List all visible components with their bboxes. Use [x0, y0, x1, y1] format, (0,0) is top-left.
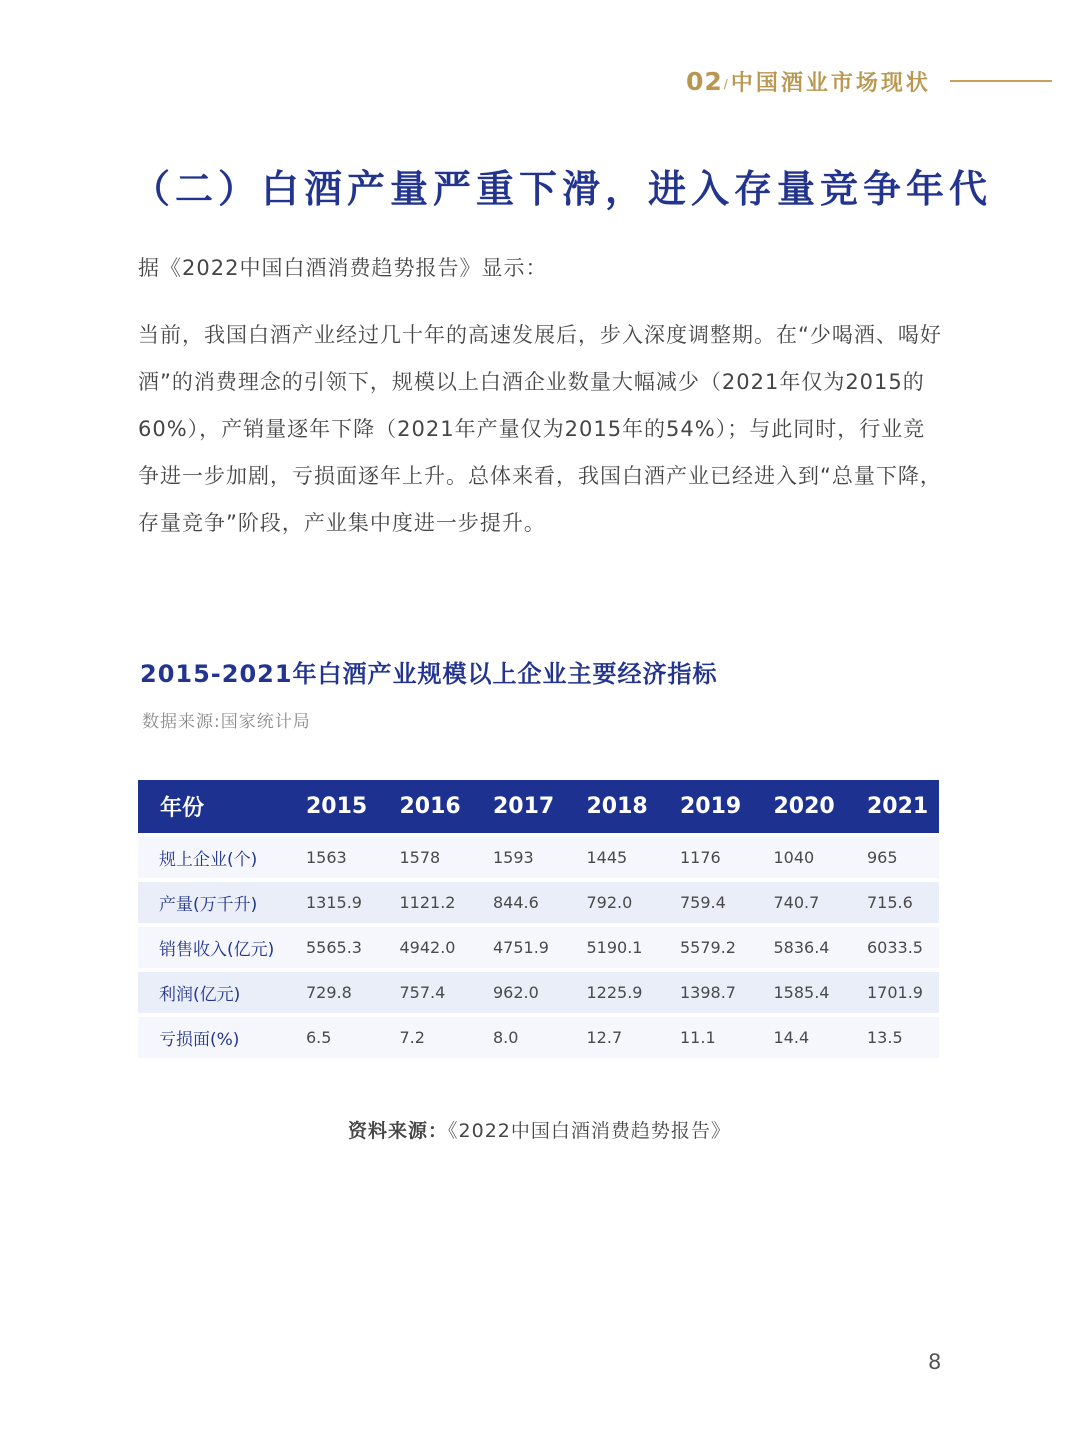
table-cell: 1445	[586, 848, 628, 867]
intro-text: 据《2022中国白酒消费趋势报告》显示：	[138, 256, 548, 280]
table-cell: 5190.1	[586, 938, 643, 957]
table-cell: 6.5	[306, 1028, 332, 1047]
source-text: 《2022中国白酒消费趋势报告》	[448, 1120, 731, 1142]
header-cell: 2015	[306, 794, 368, 819]
table-cell: 1225.9	[586, 983, 643, 1002]
indicators-table	[138, 780, 939, 1058]
table-cell: 757.4	[399, 983, 446, 1002]
table-cell: 1315.9	[306, 893, 362, 912]
table-row	[138, 927, 939, 968]
source-note	[348, 1116, 731, 1143]
table-cell: 965	[867, 848, 898, 867]
table-cell: 6033.5	[867, 938, 923, 957]
section-number: 02	[686, 66, 723, 96]
header-rule	[950, 80, 1052, 82]
table-cell: 8.0	[493, 1028, 519, 1047]
table-cell: 1701.9	[867, 983, 923, 1002]
table-row	[138, 882, 939, 923]
table-cell: 4751.9	[493, 938, 549, 957]
section-slash: /	[723, 77, 728, 91]
page-number: 8	[928, 1350, 942, 1374]
table-cell: 962.0	[493, 983, 539, 1002]
table-cell: 7.2	[399, 1028, 425, 1047]
section-title: 中国酒业市场现状	[730, 70, 931, 96]
header-cell: 2021	[867, 794, 929, 819]
table-cell: 1563	[306, 848, 347, 867]
header-cell: 2020	[773, 794, 835, 819]
header-cell: 2018	[586, 794, 648, 819]
table-cell: 13.5	[867, 1028, 903, 1047]
row-label: 销售收入(亿元)	[159, 940, 275, 960]
table-cell: 740.7	[773, 893, 820, 912]
table-row	[138, 837, 939, 878]
table-subtitle: 数据来源:国家统计局	[142, 712, 311, 732]
table-cell: 1585.4	[773, 983, 830, 1002]
table-cell: 12.7	[586, 1028, 623, 1047]
section-header	[686, 62, 931, 100]
table-row	[138, 972, 939, 1013]
table-cell: 14.4	[773, 1028, 810, 1047]
table-cell: 1578	[399, 848, 441, 867]
table-cell: 1040	[773, 848, 815, 867]
row-label: 产量(万千升)	[159, 895, 258, 915]
table-cell: 1121.2	[399, 893, 456, 912]
source-label: 资料来源：	[348, 1120, 449, 1142]
table-cell: 1593	[493, 848, 534, 867]
header-cell: 2016	[399, 794, 461, 819]
header-cell: 2017	[493, 794, 555, 819]
table-row	[138, 1017, 939, 1058]
table-cell: 759.4	[680, 893, 726, 912]
table-header-row	[138, 780, 939, 833]
header-cell: 2019	[680, 794, 742, 819]
table-cell: 5579.2	[680, 938, 736, 957]
table-cell: 5836.4	[773, 938, 830, 957]
row-label: 规上企业(个)	[159, 850, 258, 870]
table-cell: 715.6	[867, 893, 913, 912]
body-paragraph: 当前，我国白酒产业经过几十年的高速发展后，步入深度调整期。在“少喝酒、喝好酒”的消费理念的引领下，规模以上白酒企业数量大幅减少（2021年仅为2015的60%），产销量逐年下降（2021年产量仅为2015年的54%）；与此同时，行业竞争进一步加剧，亏损面逐年上升。总体来看，我国白酒产业已经进入到“总量下降，存量竞争”阶段，产业集中度进一步提升。	[138, 323, 942, 535]
table-cell: 11.1	[680, 1028, 716, 1047]
table-title: 2015-2021年白酒产业规模以上企业主要经济指标	[140, 660, 718, 688]
page-title: （二）白酒产量严重下滑，进入存量竞争年代	[132, 167, 993, 211]
row-label: 亏损面(%)	[159, 1030, 240, 1050]
table-cell: 729.8	[306, 983, 352, 1002]
table-cell: 5565.3	[306, 938, 362, 957]
table-cell: 1176	[680, 848, 721, 867]
table-cell: 792.0	[586, 893, 633, 912]
row-label: 利润(亿元)	[159, 985, 241, 1005]
table-cell: 1398.7	[680, 983, 736, 1002]
table-cell: 844.6	[493, 893, 539, 912]
table-cell: 4942.0	[399, 938, 456, 957]
header-cell-year: 年份	[160, 796, 205, 821]
